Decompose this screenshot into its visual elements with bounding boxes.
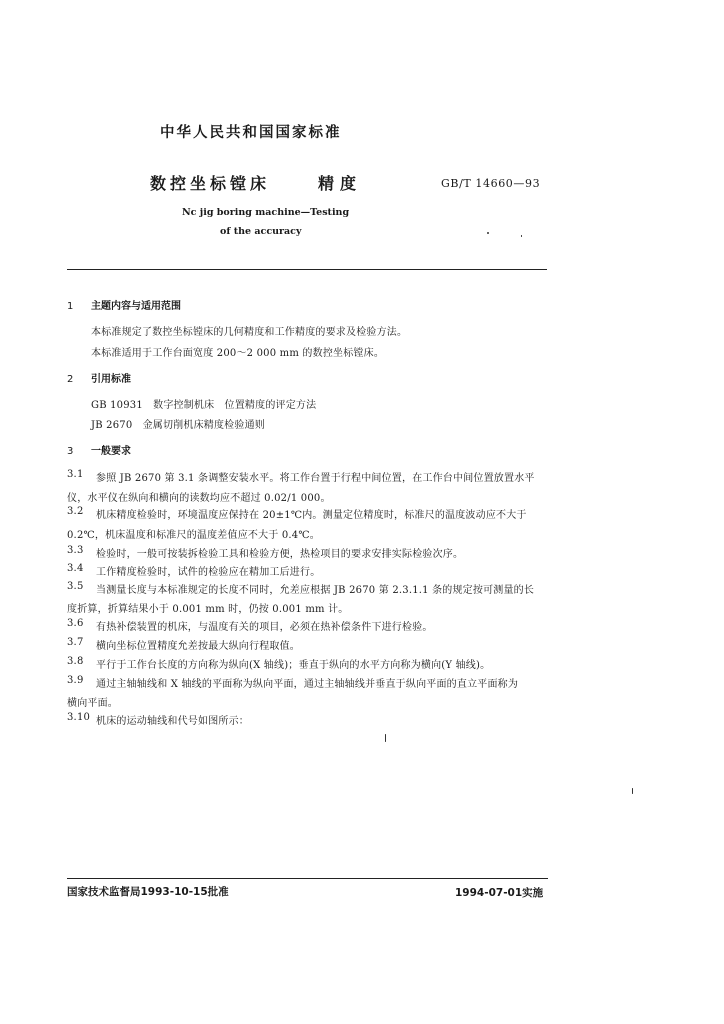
clause-number: 3.7 (67, 637, 84, 648)
clause-3-7 (67, 637, 300, 652)
section-title: 主题内容与适用范围 (91, 301, 181, 312)
clause-continuation: 0.2℃，机床温度和标准尺的温度差值应不大于 0.4℃。 (67, 530, 320, 541)
standard-code: GB/T 14660—93 (441, 177, 541, 190)
clause-number: 3.3 (67, 545, 84, 556)
scan-mark (632, 788, 633, 794)
clause-continuation: 横向平面。 (67, 698, 118, 709)
clause-text: 通过主轴轴线和 X 轴线的平面称为纵向平面，通过主轴轴线并垂直于纵向平面的直立平面称为 (96, 679, 519, 690)
section-title: 引用标准 (91, 374, 131, 385)
reference-item: JB 2670 金属切削机床精度检验通则 (91, 420, 265, 431)
section-heading (67, 370, 131, 385)
section-number: 3 (67, 446, 74, 457)
clause-3-2 (67, 506, 527, 521)
reference-item: GB 10931 数字控制机床 位置精度的评定方法 (91, 400, 317, 411)
clause-text: 当测量长度与本标准规定的长度不同时，允差应根据 JB 2670 第 2.3.1.1 条的规定按可测量的长 (96, 585, 535, 596)
section-number: 1 (67, 301, 74, 312)
clause-number: 3.1 (67, 469, 84, 480)
clause-continuation: 度折算，折算结果小于 0.001 mm 时，仍按 0.001 mm 计。 (67, 604, 349, 615)
clause-text: 有热补偿装置的机床，与温度有关的项目，必须在热补偿条件下进行检验。 (96, 622, 433, 633)
document-title-en-line1: Nc jig boring machine—Testing (182, 207, 350, 218)
section-heading (67, 297, 181, 312)
clause-3-3 (67, 545, 464, 560)
scan-mark (385, 734, 386, 742)
clause-text: 检验时，一般可按装拆检验工具和检验方便，热检项目的要求安排实际检验次序。 (96, 549, 464, 560)
clause-3-4 (67, 563, 321, 578)
section-title: 一般要求 (91, 446, 131, 457)
clause-3-5 (67, 581, 535, 596)
clause-3-9 (67, 675, 519, 690)
clause-text: 工作精度检验时，试件的检验应在精加工后进行。 (96, 567, 321, 578)
clause-3-8 (67, 656, 491, 671)
clause-text: 机床的运动轴线和代号如图所示： (96, 716, 249, 727)
footer-divider (67, 878, 548, 879)
scan-speck (487, 232, 489, 234)
clause-text: 横向坐标位置精度允差按最大纵向行程取值。 (96, 641, 300, 652)
clause-number: 3.4 (67, 563, 84, 574)
header-divider (67, 269, 547, 270)
clause-3-6 (67, 618, 433, 633)
paragraph: 本标准适用于工作台面宽度 200～2 000 mm 的数控坐标镗床。 (91, 348, 385, 359)
paragraph: 本标准规定了数控坐标镗床的几何精度和工作精度的要求及检验方法。 (91, 327, 408, 338)
section-number: 2 (67, 374, 74, 385)
clause-number: 3.9 (67, 675, 84, 686)
clause-number: 3.8 (67, 656, 84, 667)
issuing-country: 中华人民共和国国家标准 (160, 125, 342, 141)
clause-continuation: 仪，水平仪在纵向和横向的读数均应不超过 0.02/1 000。 (67, 493, 331, 504)
clause-text: 参照 JB 2670 第 3.1 条调整安装水平。将工作台置于行程中间位置，在工作台中间位置放置水平 (96, 473, 535, 484)
document-title-cn-part2: 精度 (318, 174, 363, 193)
document-title-en-line2: of the accuracy (220, 226, 302, 237)
clause-3-1 (67, 469, 535, 484)
clause-3-10 (67, 712, 249, 727)
clause-number: 3.10 (67, 712, 91, 723)
approval-line: 国家技术监督局1993-10-15批准 (67, 886, 229, 898)
effective-date-line: 1994-07-01实施 (455, 887, 544, 899)
clause-text: 平行于工作台长度的方向称为纵向(X 轴线)；垂直于纵向的水平方向称为横向(Y 轴线)。 (96, 660, 491, 671)
clause-text: 机床精度检验时，环境温度应保持在 20±1℃内。测量定位精度时，标准尺的温度波动应不大于 (96, 510, 527, 521)
clause-number: 3.2 (67, 506, 84, 517)
document-title-cn-part1: 数控坐标镗床 (150, 174, 271, 193)
clause-number: 3.6 (67, 618, 84, 629)
section-heading (67, 442, 131, 457)
scan-speck (521, 235, 522, 237)
clause-number: 3.5 (67, 581, 84, 592)
